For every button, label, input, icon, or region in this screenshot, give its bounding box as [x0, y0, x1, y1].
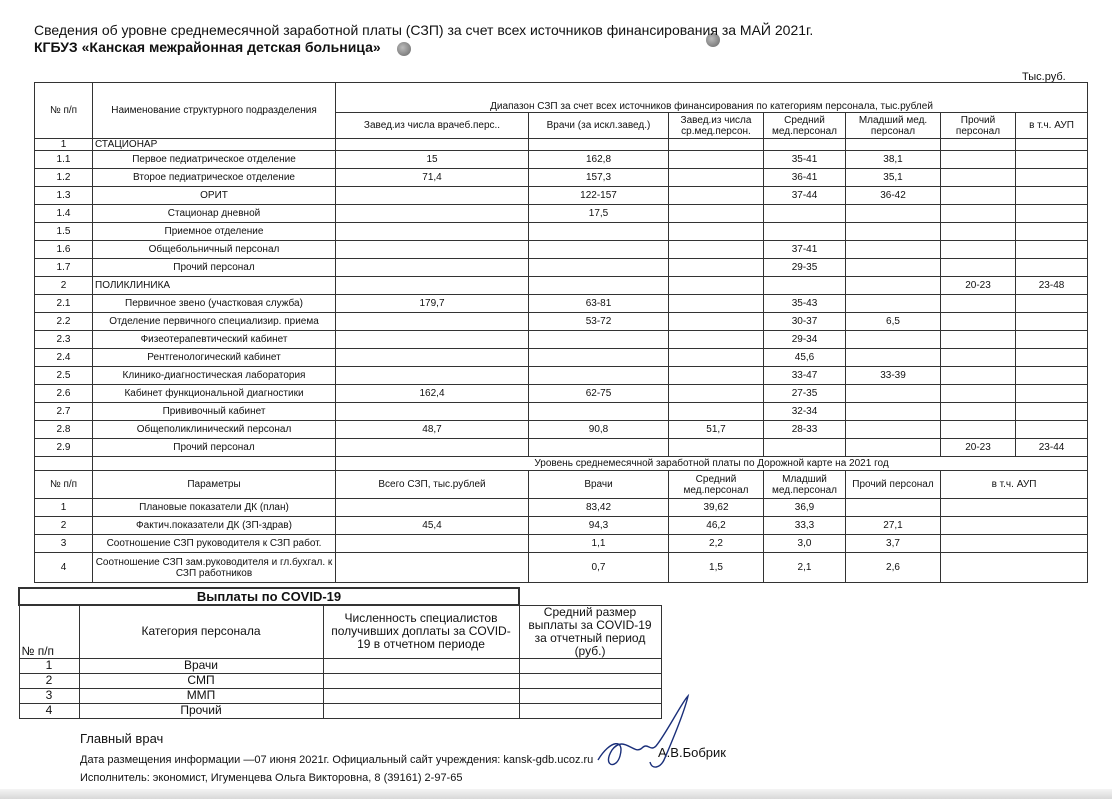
table-row: [35, 439, 1088, 457]
value-cell: [846, 439, 941, 457]
organization-name: КГБУЗ «Канская межрайонная детская больница»: [34, 39, 381, 55]
covid-row: [19, 703, 661, 718]
row-number: 2: [19, 673, 79, 688]
row-number: 2: [35, 277, 93, 295]
value-cell: [764, 439, 846, 457]
row-number: 2.1: [35, 295, 93, 313]
category-name: Врачи: [79, 658, 323, 673]
value-cell: [846, 223, 941, 241]
value-cell: 15: [336, 151, 529, 169]
value-cell: [669, 403, 764, 421]
dk-title-row: [35, 457, 1088, 471]
col-header-num: № п/п: [35, 83, 93, 139]
value-cell: [846, 241, 941, 259]
value-cell: [529, 439, 669, 457]
value-cell: [669, 277, 764, 295]
value-cell: [1016, 241, 1088, 259]
value-cell: [941, 241, 1016, 259]
value-cell: 3,7: [846, 535, 941, 553]
row-name: ОРИТ: [93, 187, 336, 205]
row-number: 4: [35, 553, 93, 583]
value-cell: [529, 349, 669, 367]
value-cell: [941, 223, 1016, 241]
value-cell: 1,1: [529, 535, 669, 553]
value-cell: [846, 295, 941, 313]
dk-col-header: в т.ч. АУП: [941, 471, 1088, 499]
value-cell: 36-41: [764, 169, 846, 187]
value-cell: [1016, 223, 1088, 241]
category-name: ММП: [79, 688, 323, 703]
value-cell: [519, 673, 661, 688]
row-number: 2: [35, 517, 93, 535]
value-cell: 53-72: [529, 313, 669, 331]
covid-col-count: Численность специалистов получивших доплаты за COVID-19 в отчетном периоде: [323, 605, 519, 658]
value-cell: 0,7: [529, 553, 669, 583]
covid-row: [19, 658, 661, 673]
value-cell: [669, 439, 764, 457]
value-cell: [1016, 187, 1088, 205]
value-cell: 39,62: [669, 499, 764, 517]
value-cell: [846, 499, 941, 517]
value-cell: 37-41: [764, 241, 846, 259]
value-cell: [941, 151, 1016, 169]
row-name: Фактич.показатели ДК (ЗП-здрав): [93, 517, 336, 535]
col-header: в т.ч. АУП: [1016, 113, 1088, 139]
dk-title: Уровень среднемесячной заработной платы по Дорожной карте на 2021 год: [336, 457, 1088, 471]
range-header: Диапазон СЗП за счет всех источников финансирования по категориям персонала, тыс.рублей: [336, 101, 1088, 113]
value-cell: 6,5: [846, 313, 941, 331]
covid-col-num: № п/п: [19, 605, 79, 658]
row-name: Физеотерапевтический кабинет: [93, 331, 336, 349]
row-name: Клинико-диагностическая лаборатория: [93, 367, 336, 385]
row-number: 1.1: [35, 151, 93, 169]
row-number: 4: [19, 703, 79, 718]
signature-image: [590, 690, 700, 780]
value-cell: [323, 703, 519, 718]
table-row: [35, 385, 1088, 403]
row-number: 1: [35, 139, 93, 151]
value-cell: [336, 223, 529, 241]
dk-col-param: Параметры: [93, 471, 336, 499]
table-row: [35, 421, 1088, 439]
value-cell: [764, 139, 846, 151]
value-cell: 20-23: [941, 277, 1016, 295]
value-cell: [941, 367, 1016, 385]
value-cell: [941, 259, 1016, 277]
row-name: Первичное звено (участковая служба): [93, 295, 336, 313]
value-cell: [941, 421, 1016, 439]
row-name: Рентгенологический кабинет: [93, 349, 336, 367]
value-cell: [336, 403, 529, 421]
value-cell: [1016, 367, 1088, 385]
salary-table: [34, 82, 1088, 583]
row-name: Прочий персонал: [93, 439, 336, 457]
value-cell: 2,2: [669, 535, 764, 553]
row-name: Плановые показатели ДК (план): [93, 499, 336, 517]
value-cell: 45,4: [336, 517, 529, 535]
value-cell: 36,9: [764, 499, 846, 517]
value-cell: [529, 403, 669, 421]
value-cell: [1016, 139, 1088, 151]
value-cell: [336, 439, 529, 457]
value-cell: [336, 553, 529, 583]
value-cell: [1016, 151, 1088, 169]
punch-hole-mark: [397, 42, 411, 56]
col-header: Завед.из числа ср.мед.персон.: [669, 113, 764, 139]
table-row: [35, 349, 1088, 367]
covid-row: [19, 688, 661, 703]
table-row: [35, 151, 1088, 169]
value-cell: [941, 205, 1016, 223]
value-cell: [1016, 331, 1088, 349]
value-cell: 157,3: [529, 169, 669, 187]
value-cell: [846, 259, 941, 277]
blank-cell: [519, 588, 661, 605]
dk-col-header: Врачи: [529, 471, 669, 499]
row-number: 1.2: [35, 169, 93, 187]
table-row: [35, 313, 1088, 331]
units-label: Тыс.руб.: [1022, 71, 1066, 83]
value-cell: [336, 241, 529, 259]
col-header: Младший мед. персонал: [846, 113, 941, 139]
covid-row: [19, 673, 661, 688]
signer-name: А.В.Бобрик: [658, 745, 726, 760]
value-cell: 1,5: [669, 553, 764, 583]
header-row: [35, 83, 1088, 101]
value-cell: 37-44: [764, 187, 846, 205]
row-number: 1: [35, 499, 93, 517]
value-cell: 2,1: [764, 553, 846, 583]
value-cell: 90,8: [529, 421, 669, 439]
value-cell: [336, 499, 529, 517]
row-name: Приемное отделение: [93, 223, 336, 241]
row-name: Отделение первичного специализир. приема: [93, 313, 336, 331]
blank-cell: [93, 457, 336, 471]
value-cell: [336, 535, 529, 553]
category-name: Прочий: [79, 703, 323, 718]
covid-col-average: Средний размер выплаты за COVID-19 за отчетный период (руб.): [519, 605, 661, 658]
value-cell: 27-35: [764, 385, 846, 403]
chief-doctor-label: Главный врач: [80, 731, 164, 746]
table-row: [35, 205, 1088, 223]
value-cell: [941, 535, 1088, 553]
value-cell: [323, 673, 519, 688]
value-cell: [846, 277, 941, 295]
value-cell: 63-81: [529, 295, 669, 313]
value-cell: [941, 403, 1016, 421]
row-name: СТАЦИОНАР: [93, 139, 336, 151]
col-header: Прочий персонал: [941, 113, 1016, 139]
row-number: 2.3: [35, 331, 93, 349]
executor-info: Исполнитель: экономист, Игуменцева Ольга Викторовна, 8 (39161) 2-97-65: [80, 772, 463, 784]
value-cell: [941, 313, 1016, 331]
value-cell: 35,1: [846, 169, 941, 187]
value-cell: 71,4: [336, 169, 529, 187]
row-number: 1.3: [35, 187, 93, 205]
value-cell: [1016, 349, 1088, 367]
value-cell: 3,0: [764, 535, 846, 553]
value-cell: 45,6: [764, 349, 846, 367]
value-cell: [669, 349, 764, 367]
table-row: [35, 403, 1088, 421]
value-cell: [336, 187, 529, 205]
row-name: ПОЛИКЛИНИКА: [93, 277, 336, 295]
row-name: Прочий персонал: [93, 259, 336, 277]
dk-col-header: Прочий персонал: [846, 471, 941, 499]
value-cell: 23-44: [1016, 439, 1088, 457]
value-cell: [941, 331, 1016, 349]
value-cell: [1016, 313, 1088, 331]
table-row: [35, 277, 1088, 295]
value-cell: 38,1: [846, 151, 941, 169]
covid-col-category: Категория персонала: [79, 605, 323, 658]
value-cell: [941, 553, 1088, 583]
row-number: 2.2: [35, 313, 93, 331]
value-cell: [669, 223, 764, 241]
value-cell: [669, 385, 764, 403]
dk-row: [35, 517, 1088, 535]
value-cell: 2,6: [846, 553, 941, 583]
row-name: Второе педиатрическое отделение: [93, 169, 336, 187]
scan-edge: [0, 789, 1112, 799]
value-cell: 162,4: [336, 385, 529, 403]
row-number: 1.7: [35, 259, 93, 277]
value-cell: [336, 367, 529, 385]
row-name: Соотношение СЗП зам.руководителя и гл.бухгал. к СЗП работников: [93, 553, 336, 583]
row-number: 2.7: [35, 403, 93, 421]
value-cell: 30-37: [764, 313, 846, 331]
value-cell: [669, 139, 764, 151]
col-header: Врачи (за искл.завед.): [529, 113, 669, 139]
value-cell: 48,7: [336, 421, 529, 439]
row-number: 3: [19, 688, 79, 703]
dk-row: [35, 553, 1088, 583]
value-cell: [764, 223, 846, 241]
value-cell: 35-41: [764, 151, 846, 169]
row-name: Общебольничный персонал: [93, 241, 336, 259]
value-cell: 23-48: [1016, 277, 1088, 295]
value-cell: 62-75: [529, 385, 669, 403]
value-cell: 46,2: [669, 517, 764, 535]
row-number: 2.9: [35, 439, 93, 457]
value-cell: [669, 241, 764, 259]
publication-date: Дата размещения информации —07 июня 2021г. Официальный сайт учреждения: kansk-gdb.ucoz.ru: [80, 754, 594, 766]
value-cell: 28-33: [764, 421, 846, 439]
range-title: [336, 83, 1088, 101]
value-cell: [941, 139, 1016, 151]
table-row: [35, 295, 1088, 313]
value-cell: [1016, 421, 1088, 439]
value-cell: 20-23: [941, 439, 1016, 457]
value-cell: [764, 205, 846, 223]
value-cell: 29-35: [764, 259, 846, 277]
table-row: [35, 139, 1088, 151]
dk-col-header: Всего СЗП, тыс.рублей: [336, 471, 529, 499]
dk-row: [35, 499, 1088, 517]
value-cell: [336, 277, 529, 295]
value-cell: [941, 517, 1088, 535]
covid-title-row: [19, 588, 661, 605]
value-cell: [529, 139, 669, 151]
value-cell: [1016, 403, 1088, 421]
value-cell: [336, 331, 529, 349]
value-cell: 179,7: [336, 295, 529, 313]
value-cell: [941, 169, 1016, 187]
table-row: [35, 367, 1088, 385]
value-cell: 51,7: [669, 421, 764, 439]
value-cell: 17,5: [529, 205, 669, 223]
value-cell: [669, 331, 764, 349]
value-cell: [529, 277, 669, 295]
value-cell: [669, 259, 764, 277]
value-cell: 33-47: [764, 367, 846, 385]
category-name: СМП: [79, 673, 323, 688]
row-number: 2.6: [35, 385, 93, 403]
dk-col-num: № п/п: [35, 471, 93, 499]
value-cell: [519, 658, 661, 673]
value-cell: [1016, 259, 1088, 277]
value-cell: 33-39: [846, 367, 941, 385]
row-name: Соотношение СЗП руководителя к СЗП работ.: [93, 535, 336, 553]
dk-col-header: Средний мед.персонал: [669, 471, 764, 499]
value-cell: [941, 187, 1016, 205]
dk-header-row: [35, 471, 1088, 499]
value-cell: [846, 331, 941, 349]
row-number: 1.5: [35, 223, 93, 241]
table-row: [35, 169, 1088, 187]
document-title: Сведения об уровне среднемесячной заработной платы (СЗП) за счет всех источников финансирования за МАЙ 2021г.: [34, 22, 814, 38]
value-cell: [1016, 385, 1088, 403]
value-cell: [669, 295, 764, 313]
row-name: Первое педиатрическое отделение: [93, 151, 336, 169]
value-cell: [941, 349, 1016, 367]
value-cell: [1016, 295, 1088, 313]
value-cell: 33,3: [764, 517, 846, 535]
value-cell: [669, 187, 764, 205]
col-header: Завед.из числа врачеб.перс..: [336, 113, 529, 139]
value-cell: [846, 385, 941, 403]
value-cell: 32-34: [764, 403, 846, 421]
value-cell: [529, 367, 669, 385]
value-cell: [529, 241, 669, 259]
row-name: Прививочный кабинет: [93, 403, 336, 421]
row-name: Стационар дневной: [93, 205, 336, 223]
value-cell: [669, 151, 764, 169]
value-cell: [764, 277, 846, 295]
value-cell: 94,3: [529, 517, 669, 535]
value-cell: [529, 259, 669, 277]
value-cell: [846, 205, 941, 223]
row-number: 1: [19, 658, 79, 673]
table-row: [35, 259, 1088, 277]
value-cell: 83,42: [529, 499, 669, 517]
value-cell: [336, 205, 529, 223]
value-cell: 27,1: [846, 517, 941, 535]
value-cell: [941, 295, 1016, 313]
value-cell: [336, 349, 529, 367]
covid-title: Выплаты по COVID-19: [19, 588, 519, 605]
table-row: [35, 241, 1088, 259]
value-cell: 35-43: [764, 295, 846, 313]
value-cell: [529, 223, 669, 241]
value-cell: [941, 499, 1088, 517]
value-cell: [846, 139, 941, 151]
dk-col-header: Младший мед.персонал: [764, 471, 846, 499]
value-cell: [846, 421, 941, 439]
row-number: 1.4: [35, 205, 93, 223]
value-cell: [336, 259, 529, 277]
col-header: Средний мед.персонал: [764, 113, 846, 139]
value-cell: [323, 658, 519, 673]
table-row: [35, 331, 1088, 349]
value-cell: [669, 169, 764, 187]
row-number: 1.6: [35, 241, 93, 259]
value-cell: [846, 349, 941, 367]
row-number: 2.4: [35, 349, 93, 367]
value-cell: [323, 688, 519, 703]
value-cell: 162,8: [529, 151, 669, 169]
row-number: 2.8: [35, 421, 93, 439]
value-cell: [669, 313, 764, 331]
table-row: [35, 223, 1088, 241]
value-cell: [1016, 205, 1088, 223]
col-header-name: Наименование структурного подразделения: [93, 83, 336, 139]
row-number: 3: [35, 535, 93, 553]
value-cell: [1016, 169, 1088, 187]
row-name: Кабинет функциональной диагностики: [93, 385, 336, 403]
row-number: 2.5: [35, 367, 93, 385]
value-cell: [669, 205, 764, 223]
value-cell: 29-34: [764, 331, 846, 349]
value-cell: 36-42: [846, 187, 941, 205]
row-name: Общеполиклинический персонал: [93, 421, 336, 439]
table-row: [35, 187, 1088, 205]
value-cell: [941, 385, 1016, 403]
covid-payments-table: [18, 587, 662, 719]
value-cell: [846, 403, 941, 421]
dk-row: [35, 535, 1088, 553]
value-cell: [336, 313, 529, 331]
value-cell: [336, 139, 529, 151]
blank-cell: [35, 457, 93, 471]
value-cell: [669, 367, 764, 385]
covid-header-row: [19, 605, 661, 658]
value-cell: 122-157: [529, 187, 669, 205]
value-cell: [529, 331, 669, 349]
